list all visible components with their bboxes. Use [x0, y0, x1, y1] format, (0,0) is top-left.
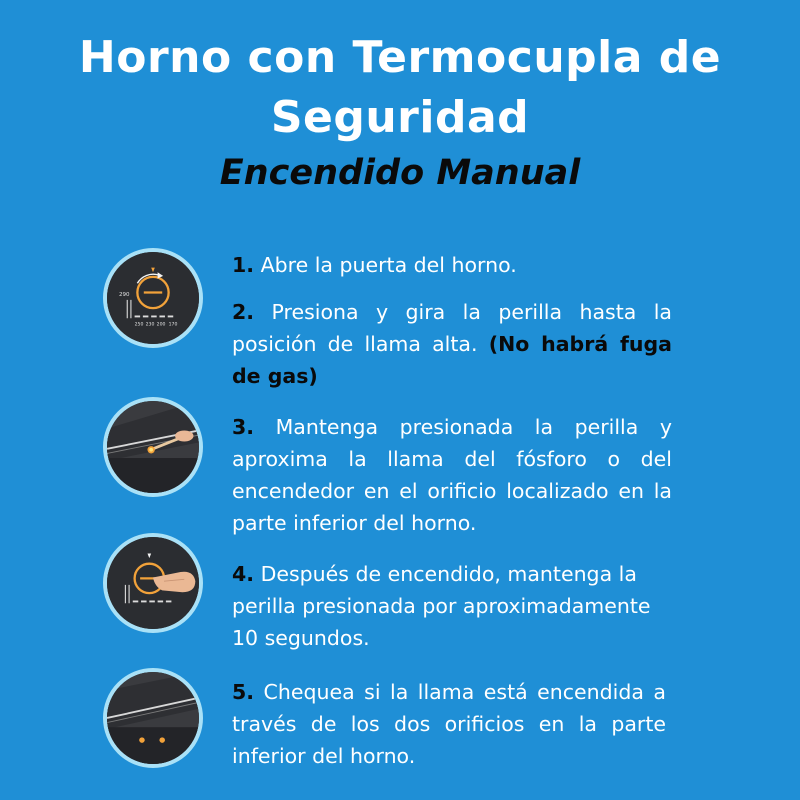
knob-scale-3: 170 — [168, 322, 178, 328]
title-line-2: Seguridad — [270, 92, 530, 143]
finger-press-knob-icon — [103, 533, 203, 633]
knob-scale-1: 230 — [145, 322, 155, 328]
step-2-body: Presiona y gira la perilla hasta la posición de llama alta. — [232, 300, 672, 356]
step-3-text — [232, 411, 672, 539]
step-5-body: Chequea si la llama está encendida a través de los dos orificios en la parte inferior del horno. — [232, 680, 666, 768]
step-5-number: 5. — [232, 680, 255, 704]
step-2-text — [232, 296, 672, 392]
step-5-text — [232, 676, 666, 772]
knob-scale-2: 200 — [156, 322, 166, 328]
step-3-body: Mantenga presionada la perilla y aproxima la llama del fósforo o del encendedor en el orificio localizado en la parte inferior del horno. — [232, 415, 672, 535]
page-title — [0, 28, 800, 148]
knob-scale-0: 250 — [134, 322, 144, 328]
match-flame-icon — [103, 397, 203, 497]
step-1-number: 1. — [232, 253, 255, 277]
step-1-body: Abre la puerta del horno. — [254, 253, 517, 277]
oven-knob-icon — [103, 248, 203, 348]
step-4-number: 4. — [232, 562, 255, 586]
step-1-text — [232, 249, 672, 281]
step-4-text — [232, 558, 652, 654]
step-2-number: 2. — [232, 300, 255, 324]
step-2-warning: (No habrá fuga de gas) — [232, 332, 673, 388]
step-4-body: Después de encendido, mantenga la perilla presionada por aproximadamente 10 segundos. — [232, 562, 651, 650]
oven-bottom-holes-icon — [103, 668, 203, 768]
knob-left-value: 290 — [118, 292, 130, 299]
title-line-1: Horno con Termocupla de — [78, 32, 722, 83]
step-3-number: 3. — [232, 415, 255, 439]
page-subtitle: Encendido Manual — [219, 153, 581, 193]
